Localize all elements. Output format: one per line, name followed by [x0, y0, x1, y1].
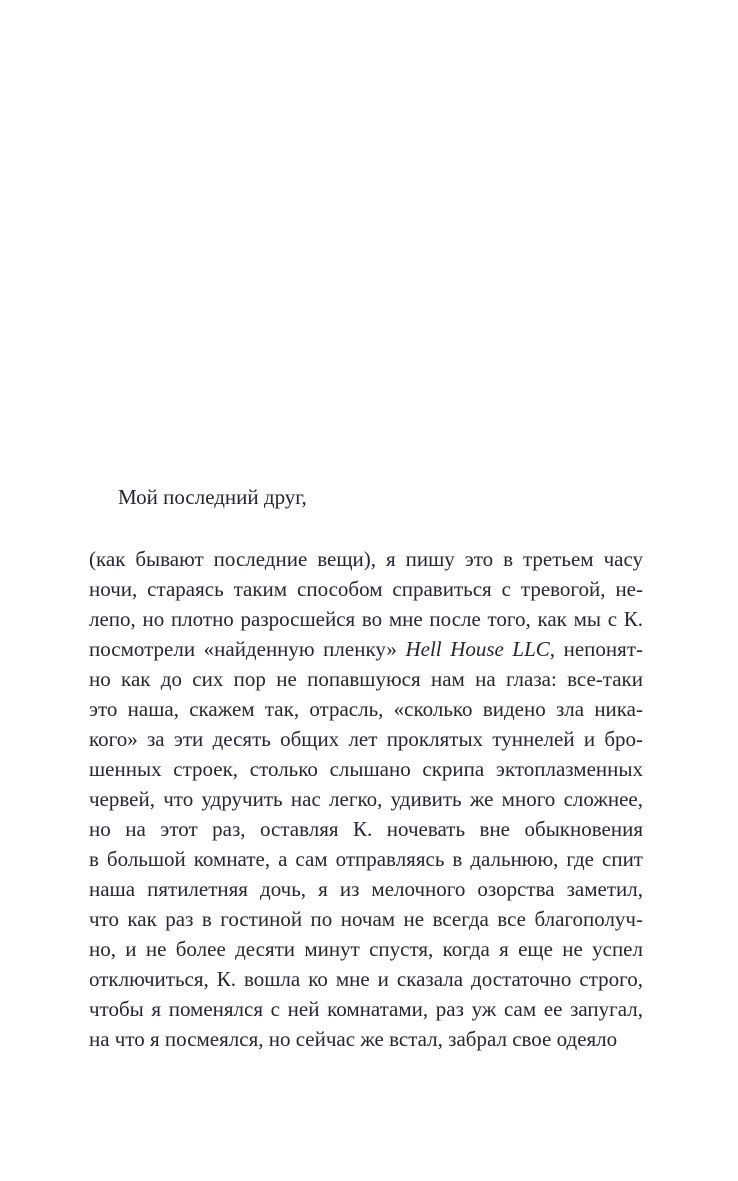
text-segment: но на этот раз, оставляя К. ночевать вне обыкновения [89, 817, 643, 841]
text-segment: шенных строек, столько слышано скрипа эктоплазменных [89, 757, 643, 781]
text-segment: лепо, но плотно разросшейся во мне после того, как мы с К. [89, 607, 643, 631]
text-segment: что как раз в гостиной по ночам не всегда все благополуч- [89, 907, 643, 931]
paragraph-line [89, 754, 643, 784]
paragraph-line [89, 694, 643, 724]
text-segment: это наша, скажем так, отрасль, «сколько видено зла ника- [89, 697, 643, 721]
text-segment: наша пятилетняя дочь, я из мелочного озорства заметил, [89, 877, 643, 901]
paragraph-line [89, 784, 643, 814]
paragraph-line [89, 604, 643, 634]
text-segment: ночи, стараясь таким способом справиться с тревогой, не- [89, 577, 643, 601]
paragraph-line [89, 934, 643, 964]
paragraph-line [89, 1024, 643, 1054]
paragraph-line [89, 844, 643, 874]
paragraph-line [89, 634, 643, 664]
paragraph-line [89, 964, 643, 994]
text-segment: кого» за эти десять общих лет проклятых туннелей и бро- [89, 727, 643, 751]
text-segment: но как до сих пор не попавшуюся нам на глаза: все-таки [89, 667, 643, 691]
text-segment: , непонят- [549, 637, 643, 661]
letter-paragraph [89, 544, 643, 1054]
text-segment: но, и не более десяти минут спустя, когда я еще не успел [89, 937, 643, 961]
text-segment: (как бывают последние вещи), я пишу это в третьем часу [89, 547, 643, 571]
text-segment: на что я посмеялся, но сейчас же встал, забрал свое одеяло [89, 1027, 618, 1051]
letter-text-block [89, 482, 643, 1054]
text-segment: чтобы я поменялся с ней комнатами, раз уж сам ее запугал, [89, 997, 643, 1021]
text-segment: посмотрели «найденную пленку» [89, 637, 406, 661]
film-title-italic: Hell House LLC [405, 637, 550, 661]
text-segment: в большой комнате, а сам отправляясь в дальнюю, где спит [89, 847, 643, 871]
paragraph-line [89, 904, 643, 934]
letter-salutation: Мой последний друг, [118, 485, 307, 509]
text-segment: отключиться, К. вошла ко мне и сказала достаточно строго, [89, 967, 643, 991]
paragraph-line [89, 994, 643, 1024]
paragraph-line [89, 874, 643, 904]
paragraph-line [89, 724, 643, 754]
paragraph-line [89, 574, 643, 604]
paragraph-line [89, 814, 643, 844]
paragraph-line [89, 544, 643, 574]
paragraph-line [89, 664, 643, 694]
text-segment: червей, что удручить нас легко, удивить же много сложнее, [89, 787, 643, 811]
